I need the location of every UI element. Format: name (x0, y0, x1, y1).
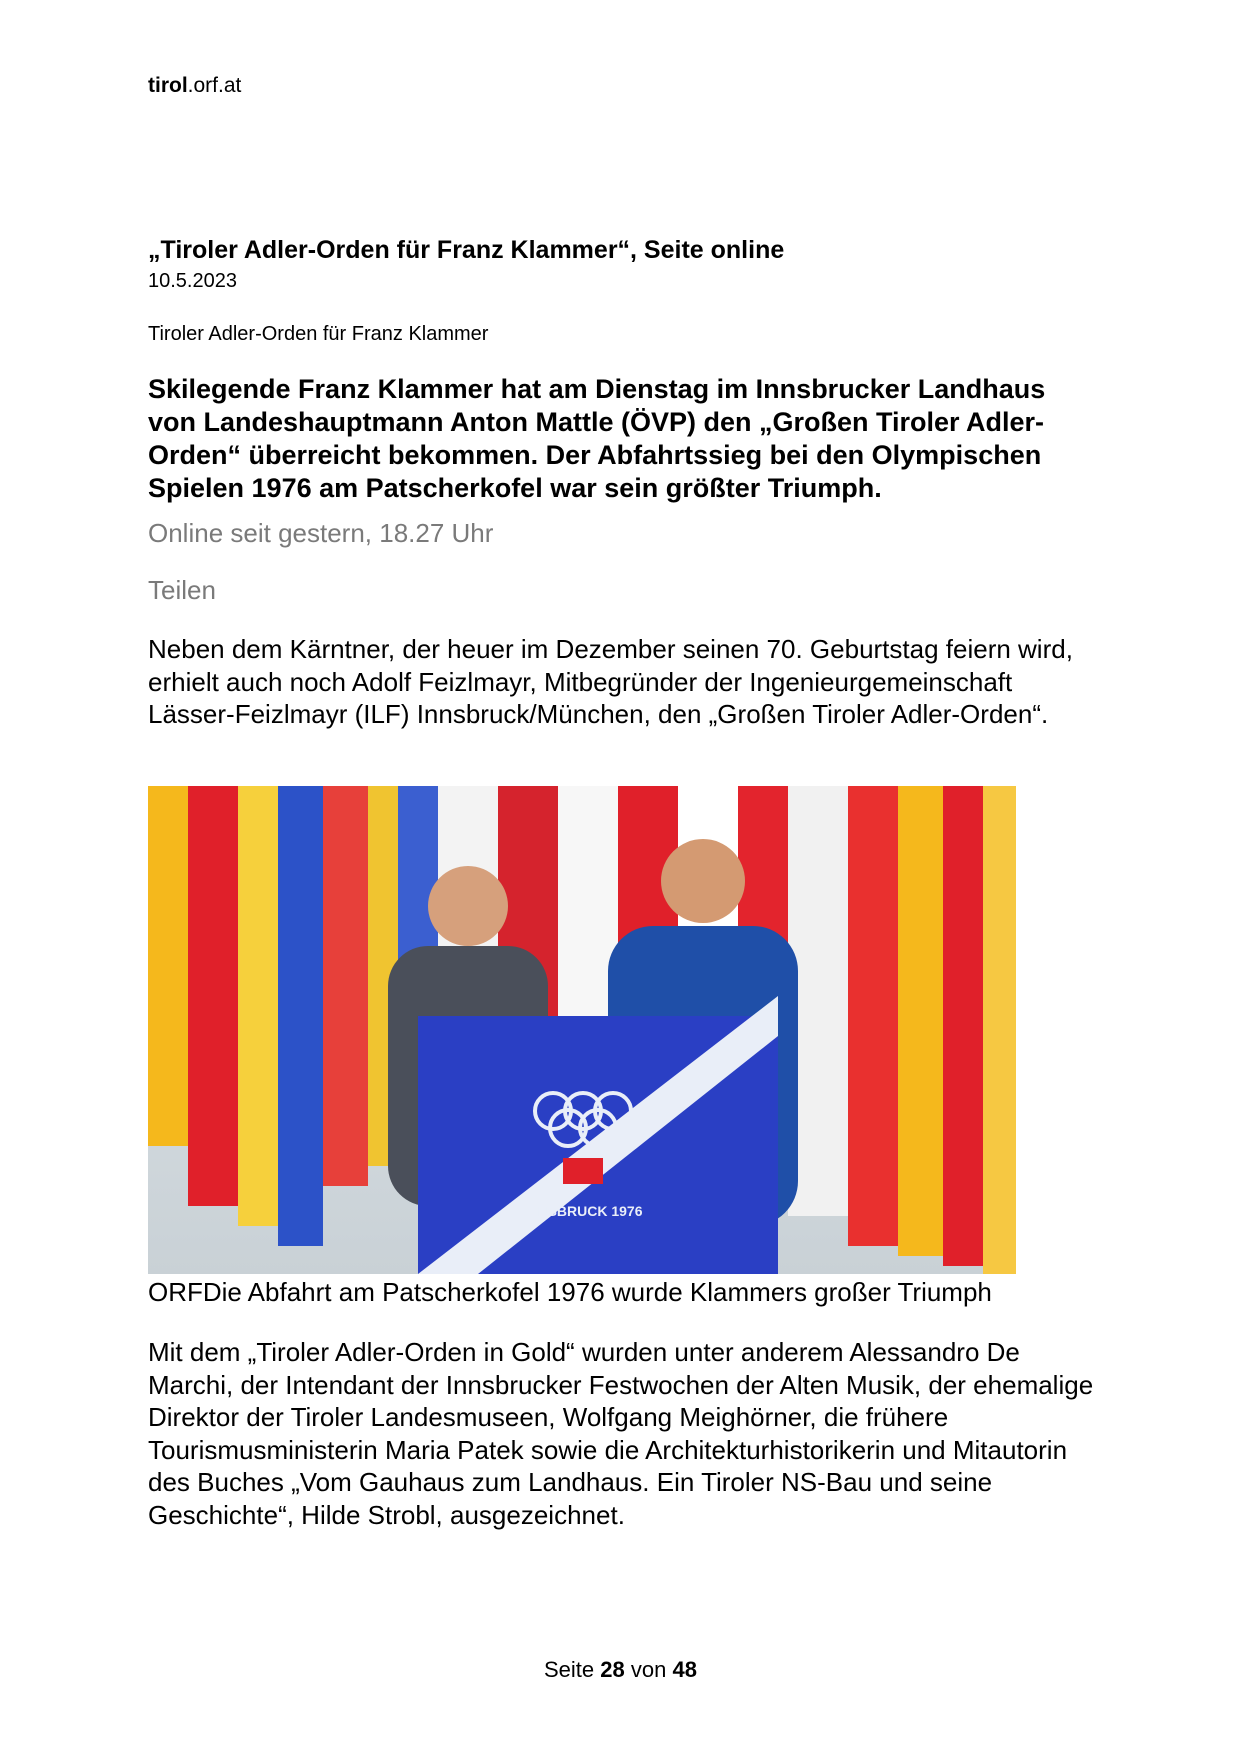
document-title: „Tiroler Adler-Orden für Franz Klammer“, Seite online (148, 236, 785, 264)
flag-right-5 (898, 786, 943, 1256)
flag-right-4 (848, 786, 898, 1246)
site-name (148, 74, 241, 98)
site-name-domain: .orf.at (187, 74, 242, 97)
share-link[interactable]: Teilen (148, 575, 216, 605)
photo-illustration (148, 786, 1016, 1274)
flag-left-3 (238, 786, 278, 1226)
image-caption: ORFDie Abfahrt am Patscherkofel 1976 wurde Klammers großer Triumph (148, 1277, 992, 1307)
article-photo (148, 786, 1016, 1274)
footer-total: 48 (672, 1657, 697, 1682)
flag-left-4 (278, 786, 323, 1246)
site-name-bold: tirol (148, 74, 188, 97)
article-paragraph-1: Neben dem Kärntner, der heuer im Dezember seinen 70. Geburtstag feiern wird, erhielt auch noch Adolf Feizlmayr, Mitbegründer der Ingenieurgemeinschaft Lässer-Feizlmayr (ILF) Innsbruck/München, den „Großen Tiroler Adler-Orden“. (148, 634, 1073, 729)
article-kicker: Tiroler Adler-Orden für Franz Klammer (148, 323, 489, 345)
online-since: Online seit gestern, 18.27 Uhr (148, 518, 494, 548)
document-date: 10.5.2023 (148, 270, 237, 292)
flag-right-7 (983, 786, 1016, 1274)
flag-left-2 (188, 786, 238, 1206)
article-paragraph-2: Mit dem „Tiroler Adler-Orden in Gold“ wurden unter anderem Alessandro De Marchi, der Intendant der Innsbrucker Festwochen der Alten Musik, der ehemalige Direktor der Tiroler Landesmuseen, Wolfgang Meighörner, die frühere Tourismusministerin Maria Patek sowie die Architekturhistorikerin und Mitautorin des Buches „Vom Gauhaus zum Landhaus. Ein Tiroler NS-Bau und seine Geschichte“, Hilde Strobl, ausgezeichnet. (148, 1337, 1094, 1530)
footer-page: 28 (600, 1657, 625, 1682)
flag-right-6 (943, 786, 983, 1266)
innsbruck-emblem (563, 1158, 603, 1184)
flag-left-5 (323, 786, 368, 1186)
footer-middle: von (630, 1657, 667, 1682)
person-right-head (661, 839, 745, 923)
banner-text: INNSBRUCK 1976 (523, 1203, 643, 1219)
page-footer (0, 1657, 1241, 1683)
footer-prefix: Seite (544, 1657, 595, 1682)
person-left-head (428, 866, 508, 946)
article-lead: Skilegende Franz Klammer hat am Dienstag im Innsbrucker Landhaus von Landeshauptmann Anton Mattle (ÖVP) den „Großen Tiroler Adler-Orden“ überreicht bekommen. Der Abfahrtssieg bei den Olympischen Spielen 1976 am Patscherkofel war sein größter Triumph. (148, 374, 1046, 503)
flag-left-1 (148, 786, 188, 1146)
